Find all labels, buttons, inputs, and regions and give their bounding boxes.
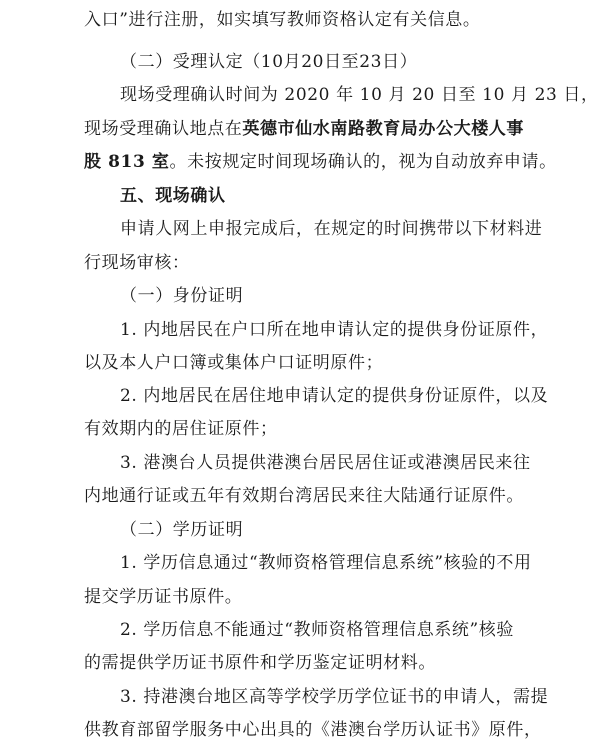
text-line: 申请人网上申报完成后，在规定的时间携带以下材料进 — [120, 219, 543, 239]
text-line: 行现场审核： — [84, 253, 190, 273]
text-line: 现场受理确认时间为 2020 年 10 月 20 日至 10 月 23 日， — [120, 85, 599, 105]
list-item: 3. 持港澳台地区高等学校学历学位证书的申请人，需提 — [120, 687, 549, 707]
subheading-education: （二）学历证明 — [120, 520, 244, 540]
room-bold-text: 股 813 室 — [84, 152, 170, 172]
text-line: 供教育部留学服务中心出具的《港澳台学历认证书》原件， — [84, 720, 542, 740]
list-item: 1. 学历信息通过“教师资格管理信息系统”核验的不用 — [120, 553, 532, 573]
text-line — [84, 118, 524, 140]
list-item: 3. 港澳台人员提供港澳台居民居住证或港澳居民来往 — [120, 453, 531, 473]
section-heading-accept: （二）受理认定（10月20日至23日） — [120, 52, 418, 72]
text-line: 入口”进行注册，如实填写教师资格认定有关信息。 — [84, 10, 481, 30]
text-line — [84, 151, 557, 173]
list-item: 1. 内地居民在户口所在地申请认定的提供身份证原件， — [120, 320, 549, 340]
text-line: 的需提供学历证书原件和学历鉴定证明材料。 — [84, 653, 436, 673]
text-segment: 现场受理确认地点在 — [84, 119, 243, 139]
list-item: 2. 学历信息不能通过“教师资格管理信息系统”核验 — [120, 620, 515, 640]
section-heading-onsite: 五、现场确认 — [120, 186, 226, 206]
location-bold-text: 英德市仙水南路教育局办公大楼人事 — [242, 119, 525, 139]
text-line: 有效期内的居住证原件； — [84, 419, 278, 439]
text-line: 内地通行证或五年有效期台湾居民来往大陆通行证原件。 — [84, 486, 524, 506]
list-item: 2. 内地居民在居住地申请认定的提供身份证原件，以及 — [120, 386, 549, 406]
text-line: 提交学历证书原件。 — [84, 587, 243, 607]
subheading-identity: （一）身份证明 — [120, 286, 244, 306]
text-segment: 。未按规定时间现场确认的，视为自动放弃申请。 — [169, 152, 557, 172]
text-line: 以及本人户口簿或集体户口证明原件； — [84, 353, 384, 373]
